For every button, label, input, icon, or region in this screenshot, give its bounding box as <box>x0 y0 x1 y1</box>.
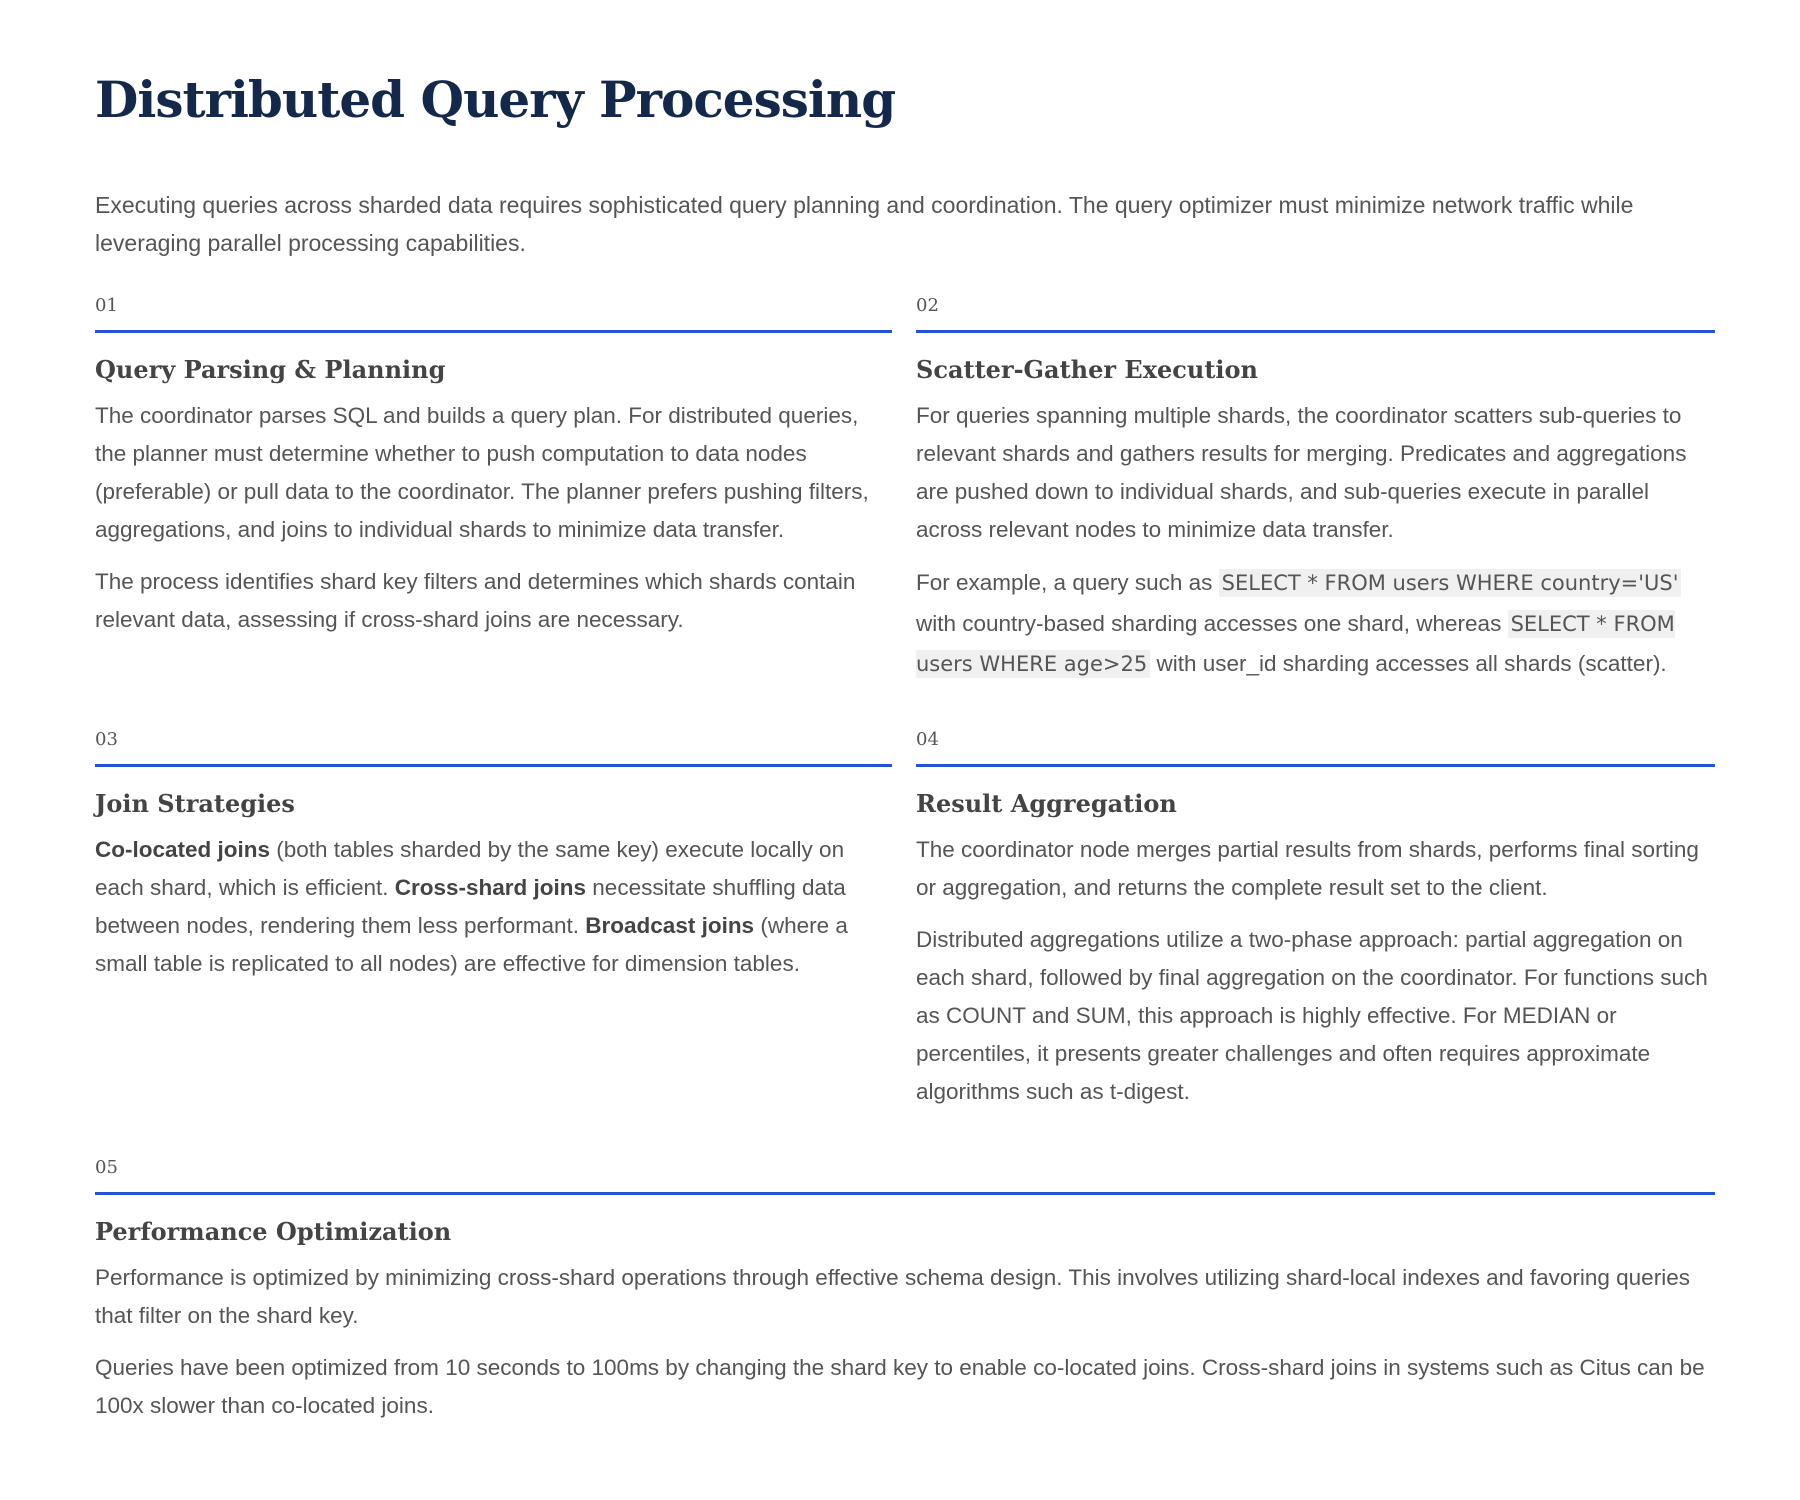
paragraph: Queries have been optimized from 10 seconds to 100ms by changing the shard key to enable co-located joins. Cross-shard joins in systems such as Citus can be 100x slower than co-located joins. <box>95 1355 1705 1418</box>
example-paragraph <box>916 563 1715 685</box>
intro-paragraph: Executing queries across sharded data requires sophisticated query planning and coordination. The query optimizer must minimize network traffic while leveraging parallel processing capabilities. <box>95 192 1634 256</box>
section-number: 05 <box>95 1157 118 1178</box>
section-query-parsing <box>95 294 892 639</box>
term-colocated-joins: Co-located joins <box>95 837 271 862</box>
section-divider <box>916 330 1715 333</box>
section-heading: Query Parsing & Planning <box>95 355 446 384</box>
term-cross-shard-joins: Cross-shard joins <box>394 875 587 900</box>
text-run: (where a small table is replicated to all nodes) are effective for dimension tables. <box>95 913 848 976</box>
example-prefix: For example, a query such as <box>916 570 1219 595</box>
code-snippet-age-query: SELECT * FROM users WHERE age>25 <box>916 611 1675 676</box>
section-divider <box>95 1192 1715 1195</box>
section-join-strategies <box>95 728 892 983</box>
text-run: (both tables sharded by the same key) execute locally on each shard, which is efficient. <box>95 837 845 900</box>
section-body <box>916 831 1715 1111</box>
example-suffix: with user_id sharding accesses all shards (scatter). <box>1150 651 1667 676</box>
paragraph: For queries spanning multiple shards, the coordinator scatters sub-queries to relevant shards and gathers results for merging. Predicates and aggregations are pushed down to individual shards, and sub-queries execute in parallel across relevant nodes to minimize data transfer. <box>916 403 1687 542</box>
section-body <box>95 831 892 983</box>
paragraph: Performance is optimized by minimizing cross-shard operations through effective schema design. This involves utilizing shard-local indexes and favoring queries that filter on the shard key. <box>95 1265 1690 1328</box>
term-broadcast-joins: Broadcast joins <box>585 913 755 938</box>
paragraph: The coordinator node merges partial results from shards, performs final sorting or aggregation, and returns the complete result set to the client. <box>916 837 1699 900</box>
section-body <box>95 1259 1715 1425</box>
section-divider <box>916 764 1715 767</box>
section-body <box>916 397 1715 685</box>
section-number: 01 <box>95 295 118 316</box>
paragraph <box>95 831 892 983</box>
text-run: necessitate shuffling data between nodes, rendering them less performant. <box>95 875 846 938</box>
section-divider <box>95 330 892 333</box>
section-body <box>95 397 892 639</box>
section-number: 03 <box>95 729 118 750</box>
example-middle: with country-based sharding accesses one shard, whereas <box>916 610 1508 636</box>
section-performance-optimization <box>95 1156 1715 1425</box>
section-divider <box>95 764 892 767</box>
code-snippet-country-query: SELECT * FROM users WHERE country='US' <box>1219 569 1682 597</box>
section-number: 04 <box>916 729 939 750</box>
paragraph: The coordinator parses SQL and builds a query plan. For distributed queries, the planner must determine whether to push computation to data nodes (preferable) or pull data to the coordinator. The planner prefers pushing filters, aggregations, and joins to individual shards to minimize data transfer. <box>95 403 869 542</box>
section-result-aggregation <box>916 728 1715 1111</box>
paragraph: The process identifies shard key filters and determines which shards contain relevant data, assessing if cross-shard joins are necessary. <box>95 569 856 632</box>
section-heading: Performance Optimization <box>95 1217 452 1246</box>
section-heading: Join Strategies <box>95 789 295 818</box>
section-scatter-gather <box>916 294 1715 685</box>
section-heading: Result Aggregation <box>916 789 1177 818</box>
section-number: 02 <box>916 295 939 316</box>
section-heading: Scatter-Gather Execution <box>916 355 1258 384</box>
paragraph: Distributed aggregations utilize a two-phase approach: partial aggregation on each shard, followed by final aggregation on the coordinator. For functions such as COUNT and SUM, this approach is highly effective. For MEDIAN or percentiles, it presents greater challenges and often requires approximate algorithms such as t-digest. <box>916 927 1708 1104</box>
page-title: Distributed Query Processing <box>95 70 896 129</box>
